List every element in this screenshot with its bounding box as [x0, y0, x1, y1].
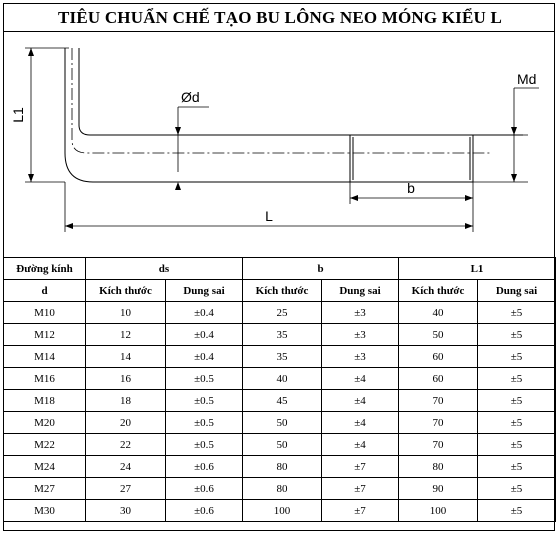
table-cell: ±0.5: [166, 412, 243, 434]
table-cell: 90: [399, 478, 478, 500]
header-b: b: [243, 258, 399, 280]
bolt-outline-inner: [79, 48, 523, 135]
header-l1-tolerance: Dung sai: [478, 280, 556, 302]
table-cell: 80: [243, 456, 322, 478]
table-cell: ±0.6: [166, 478, 243, 500]
table-row: [4, 478, 556, 500]
page-title: TIÊU CHUẨN CHẾ TẠO BU LÔNG NEO MÓNG KIỂU L: [58, 8, 502, 27]
table-cell: M20: [4, 412, 86, 434]
table-cell: M14: [4, 346, 86, 368]
header-l1: L1: [399, 258, 556, 280]
table-cell: 50: [399, 324, 478, 346]
table-cell: 60: [399, 368, 478, 390]
table-cell: ±0.4: [166, 324, 243, 346]
table-cell: 45: [243, 390, 322, 412]
table-cell: M12: [4, 324, 86, 346]
table-cell: 14: [86, 346, 166, 368]
table-cell: 18: [86, 390, 166, 412]
table-row: [4, 302, 556, 324]
header-diameter: Đường kính: [4, 258, 86, 280]
table-cell: 70: [399, 412, 478, 434]
table-cell: M22: [4, 434, 86, 456]
od-label: Ød: [181, 89, 200, 105]
header-ds: ds: [86, 258, 243, 280]
table-row: [4, 390, 556, 412]
table-cell: ±7: [322, 500, 399, 522]
table-cell: ±4: [322, 412, 399, 434]
table-row: [4, 346, 556, 368]
header-b-size: Kích thước: [243, 280, 322, 302]
table-cell: 40: [399, 302, 478, 324]
table-cell: M24: [4, 456, 86, 478]
table-cell: 10: [86, 302, 166, 324]
bolt-drawing: [3, 32, 555, 257]
table-cell: ±5: [478, 302, 556, 324]
bolt-outline-outer: [65, 48, 473, 182]
table-cell: ±3: [322, 302, 399, 324]
table-cell: ±0.4: [166, 302, 243, 324]
table-cell: ±5: [478, 412, 556, 434]
table-cell: ±5: [478, 434, 556, 456]
table-cell: ±0.6: [166, 500, 243, 522]
centerline: [72, 48, 490, 153]
table-cell: ±4: [322, 368, 399, 390]
table-cell: M10: [4, 302, 86, 324]
b-label: b: [407, 180, 415, 196]
table-cell: 35: [243, 324, 322, 346]
table-cell: ±4: [322, 390, 399, 412]
table-cell: M16: [4, 368, 86, 390]
table-cell: ±7: [322, 456, 399, 478]
table-cell: ±5: [478, 346, 556, 368]
table-cell: ±5: [478, 324, 556, 346]
table-cell: ±5: [478, 456, 556, 478]
table-cell: 80: [243, 478, 322, 500]
table-row: [4, 324, 556, 346]
table-cell: 12: [86, 324, 166, 346]
table-row: [4, 456, 556, 478]
table-cell: M30: [4, 500, 86, 522]
header-row-1: [4, 258, 556, 280]
header-b-tolerance: Dung sai: [322, 280, 399, 302]
table-cell: 70: [399, 390, 478, 412]
spec-table: [3, 257, 556, 522]
table-cell: M18: [4, 390, 86, 412]
table-cell: 40: [243, 368, 322, 390]
table-cell: 24: [86, 456, 166, 478]
table-cell: ±0.5: [166, 434, 243, 456]
table-cell: ±3: [322, 346, 399, 368]
table-cell: 100: [243, 500, 322, 522]
table-row: [4, 434, 556, 456]
table-cell: 27: [86, 478, 166, 500]
table-row: [4, 500, 556, 522]
header-d: d: [4, 280, 86, 302]
table-cell: 60: [399, 346, 478, 368]
table-cell: 25: [243, 302, 322, 324]
table-cell: ±0.5: [166, 390, 243, 412]
table-cell: ±5: [478, 390, 556, 412]
table-cell: ±0.4: [166, 346, 243, 368]
header-row-2: [4, 280, 556, 302]
table-cell: ±5: [478, 478, 556, 500]
table-row: [4, 368, 556, 390]
header-ds-tolerance: Dung sai: [166, 280, 243, 302]
table-cell: ±5: [478, 500, 556, 522]
table-cell: M27: [4, 478, 86, 500]
table-row: [4, 412, 556, 434]
table-cell: ±3: [322, 324, 399, 346]
table-cell: ±7: [322, 478, 399, 500]
table-cell: 35: [243, 346, 322, 368]
table-cell: 30: [86, 500, 166, 522]
table-cell: ±0.5: [166, 368, 243, 390]
table-cell: ±5: [478, 368, 556, 390]
table-cell: 20: [86, 412, 166, 434]
table-cell: 50: [243, 434, 322, 456]
table-cell: ±4: [322, 434, 399, 456]
thread-region: [350, 135, 473, 182]
table-cell: 16: [86, 368, 166, 390]
md-label: Md: [517, 71, 537, 87]
table-cell: 22: [86, 434, 166, 456]
header-ds-size: Kích thước: [86, 280, 166, 302]
l1-label: L1: [10, 107, 26, 123]
table-cell: 80: [399, 456, 478, 478]
table-cell: 70: [399, 434, 478, 456]
table-cell: ±0.6: [166, 456, 243, 478]
table-cell: 50: [243, 412, 322, 434]
header-l1-size: Kích thước: [399, 280, 478, 302]
table-cell: 100: [399, 500, 478, 522]
l-label: L: [265, 208, 273, 224]
